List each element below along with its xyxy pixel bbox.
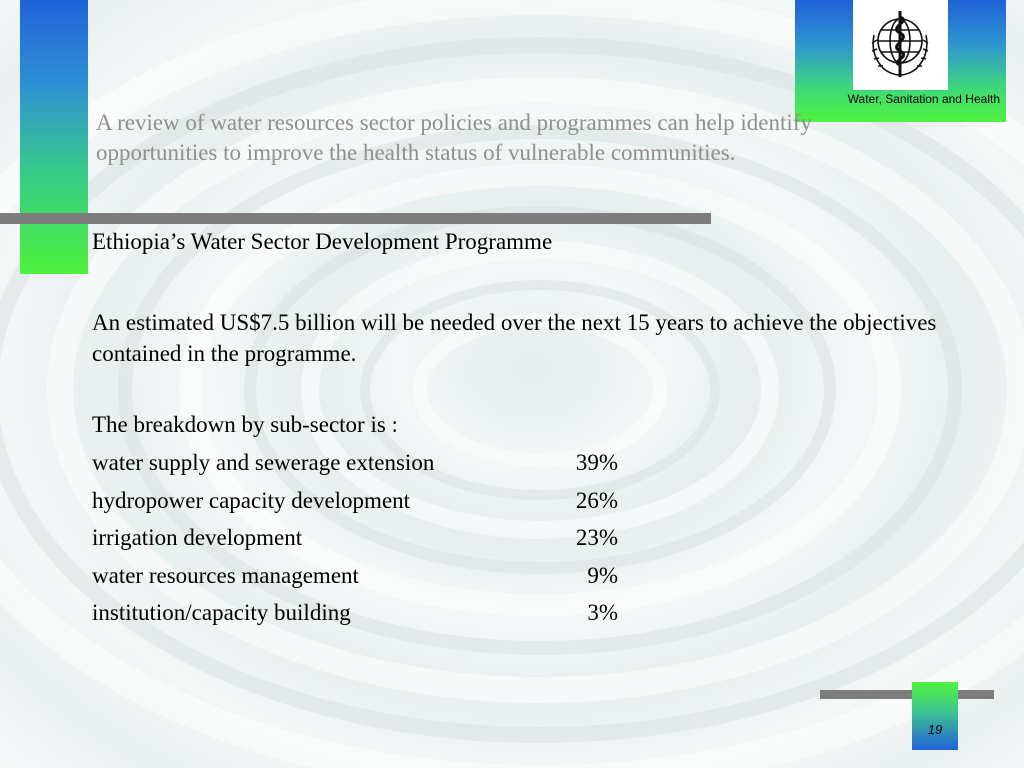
page-number-box	[912, 682, 958, 750]
subsector-percent: 23%	[575, 525, 618, 550]
footer-divider	[820, 690, 994, 699]
page-number: 19	[927, 722, 943, 737]
subsector-label: irrigation development	[92, 525, 303, 550]
who-emblem-icon	[860, 5, 940, 83]
breakdown-label: The breakdown by sub-sector is :	[92, 412, 398, 437]
subsector-percent: 9%	[587, 562, 618, 588]
subsector-label: water supply and sewerage extension	[92, 450, 435, 475]
subsector-label: water resources management	[92, 562, 359, 588]
subsector-label: hydropower capacity development	[92, 487, 411, 513]
cost-paragraph: An estimated US$7.5 billion will be needed over the next 15 years to achieve the objectives contained in the programme.	[92, 310, 937, 366]
slide-heading: Ethiopia’s Water Sector Development Programme	[92, 229, 553, 254]
subsector-label: institution/capacity building	[92, 600, 351, 625]
left-gradient-bar	[20, 0, 88, 274]
logo-tile	[853, 0, 948, 90]
subsector-percent: 3%	[587, 600, 618, 625]
subsector-percent: 39%	[575, 450, 618, 475]
slide-subtitle: A review of water resources sector policies and programmes can help identify opportunities to improve the health status of vulnerable communities.	[96, 110, 812, 165]
org-caption: Water, Sanitation and Health	[847, 92, 1000, 106]
subsector-percent: 26%	[575, 487, 618, 513]
header-divider	[0, 213, 711, 224]
